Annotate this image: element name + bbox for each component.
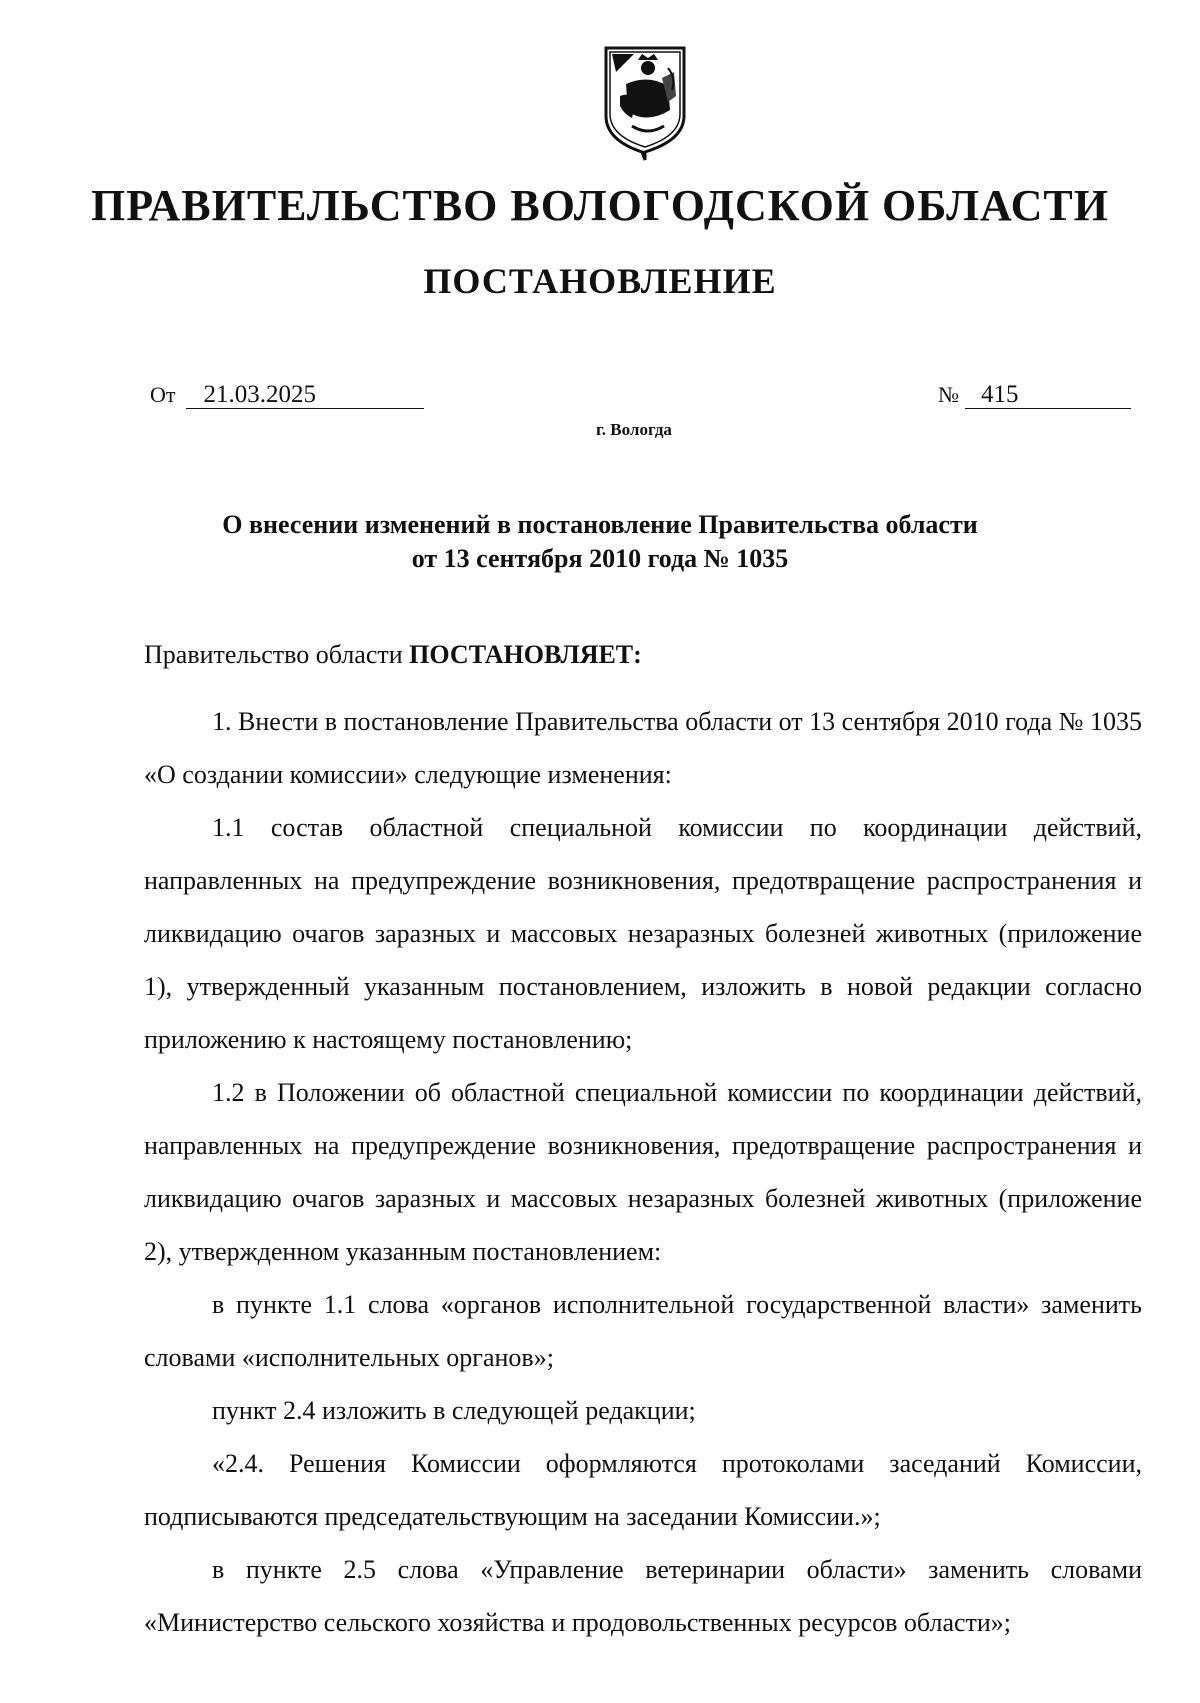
paragraph-1-2-b: пункт 2.4 изложить в следующей редакции; [212, 1396, 696, 1425]
intro-paragraph [144, 628, 1142, 681]
document-subject [0, 508, 1200, 576]
subject-line-1: О внесении изменений в постановление Правительства области [222, 510, 978, 539]
date-field [150, 382, 424, 409]
coat-of-arms-icon [602, 44, 688, 162]
paragraph-1-2: 1.2 в Положении об областной специальной комиссии по координации действий, направленных на предупреждение возникновения, предотвращение распространения и ликвидацию очагов заразных и массовых незаразных болезней животных (приложение 2), утвержденном указанным постановлением: [144, 1078, 1142, 1266]
number-label: № [938, 382, 959, 407]
paragraph-1-2-d: в пункте 2.5 слова «Управление ветеринарии области» заменить словами «Министерство сельского хозяйства и продовольственных ресурсов области»; [144, 1555, 1142, 1637]
subject-line-2: от 13 сентября 2010 года № 1035 [411, 544, 789, 573]
paragraph-1: 1. Внести в постановление Правительства области от 13 сентября 2010 года № 1035 «О создании комиссии» следующие изменения: [144, 707, 1142, 789]
document-type-title: ПОСТАНОВЛЕНИЕ [423, 261, 777, 301]
paragraph-1-2-a: в пункте 1.1 слова «органов исполнительной государственной власти» заменить словами «исполнительных органов»; [144, 1290, 1142, 1372]
government-title: ПРАВИТЕЛЬСТВО ВОЛОГОДСКОЙ ОБЛАСТИ [91, 181, 1109, 230]
city-label: г. Вологда [596, 420, 672, 439]
intro-resolves: ПОСТАНОВЛЯЕТ: [409, 640, 642, 669]
paragraph-1-1: 1.1 состав областной специальной комиссии по координации действий, направленных на предупреждение возникновения, предотвращение распространения и ликвидацию очагов заразных и массовых незаразных болезней животных (приложение 1), утвержденный указанным постановлением, изложить в новой редакции согласно приложению к настоящему постановлению; [144, 813, 1142, 1054]
date-label: От [150, 382, 176, 407]
number-field [938, 382, 1131, 409]
date-value: 21.03.2025 [186, 382, 424, 409]
number-value: 415 [965, 382, 1131, 409]
paragraph-1-2-c: «2.4. Решения Комиссии оформляются протоколами заседаний Комиссии, подписываются председательствующим на заседании Комиссии.»; [144, 1449, 1142, 1531]
document-body [144, 628, 1142, 1649]
intro-prefix: Правительство области [144, 640, 410, 669]
